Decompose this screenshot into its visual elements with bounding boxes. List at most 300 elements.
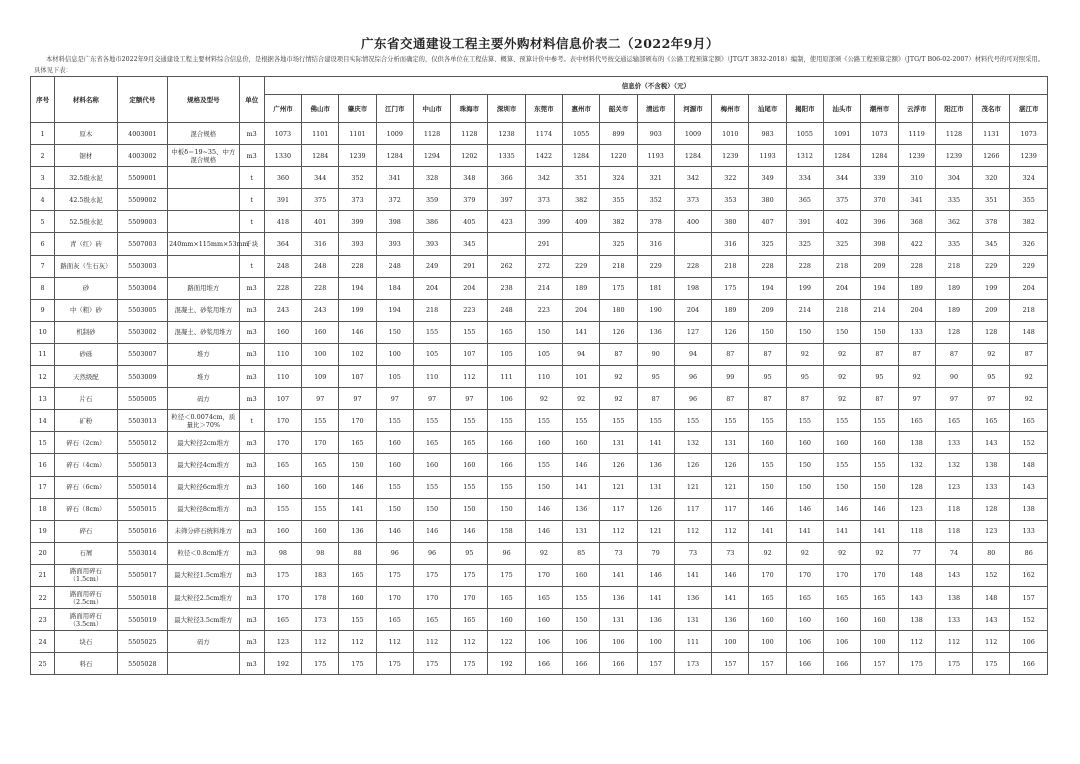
material-name-cell: 路面用碎石（1.5cm）: [55, 564, 117, 586]
price-cell: 106: [563, 631, 600, 653]
price-table: [30, 76, 1048, 675]
spec-cell: [168, 255, 240, 277]
price-cell: 243: [264, 299, 301, 321]
unit-cell: 千块: [239, 233, 264, 255]
price-cell: 204: [1010, 277, 1048, 299]
spec-cell: [168, 167, 240, 189]
price-cell: 85: [563, 542, 600, 564]
city-header: 佛山市: [302, 95, 339, 123]
price-cell: 351: [973, 189, 1010, 211]
price-cell: 106: [488, 388, 525, 410]
price-cell: 141: [563, 476, 600, 498]
price-cell: 175: [600, 277, 637, 299]
price-cell: 121: [637, 520, 674, 542]
seq-cell: 21: [31, 564, 55, 586]
price-cell: 262: [488, 255, 525, 277]
price-cell: 165: [339, 564, 376, 586]
spec-cell: 码方: [168, 388, 240, 410]
price-cell: 166: [824, 653, 861, 675]
price-cell: 170: [861, 564, 898, 586]
price-cell: 155: [376, 410, 413, 432]
header-seq: 序号: [31, 77, 55, 123]
seq-cell: 14: [31, 410, 55, 432]
price-cell: 398: [861, 233, 898, 255]
price-cell: 160: [861, 609, 898, 631]
price-cell: 123: [264, 631, 301, 653]
price-cell: 100: [302, 343, 339, 365]
unit-cell: m3: [239, 498, 264, 520]
price-cell: 138: [1010, 498, 1048, 520]
quota-code-cell: 5503013: [117, 410, 167, 432]
table-row: [31, 211, 1048, 233]
material-name-cell: 32.5级水泥: [55, 167, 117, 189]
price-cell: 117: [674, 498, 711, 520]
price-cell: 100: [376, 343, 413, 365]
price-cell: 136: [712, 609, 749, 631]
price-cell: 150: [786, 321, 823, 343]
price-cell: 131: [600, 609, 637, 631]
price-cell: 133: [935, 432, 972, 454]
price-cell: 165: [376, 609, 413, 631]
price-cell: 175: [339, 653, 376, 675]
price-cell: 112: [712, 520, 749, 542]
price-cell: 304: [935, 167, 972, 189]
price-cell: 165: [973, 410, 1010, 432]
price-cell: 155: [302, 498, 339, 520]
price-cell: 328: [413, 167, 450, 189]
price-cell: 407: [749, 211, 786, 233]
price-cell: 175: [488, 564, 525, 586]
spec-cell: 混合规格: [168, 123, 240, 145]
price-cell: 146: [749, 498, 786, 520]
price-cell: 228: [339, 255, 376, 277]
price-cell: 1239: [339, 145, 376, 167]
city-header: 韶关市: [600, 95, 637, 123]
price-cell: 321: [637, 167, 674, 189]
price-cell: 184: [376, 277, 413, 299]
price-cell: 155: [861, 410, 898, 432]
price-cell: 80: [973, 542, 1010, 564]
price-cell: 248: [488, 299, 525, 321]
price-cell: 88: [339, 542, 376, 564]
seq-cell: 2: [31, 145, 55, 167]
price-cell: 160: [302, 476, 339, 498]
price-cell: 150: [339, 454, 376, 476]
seq-cell: 17: [31, 476, 55, 498]
price-cell: 155: [413, 410, 450, 432]
header-unit: 单位: [239, 77, 264, 123]
seq-cell: 12: [31, 366, 55, 388]
price-cell: [563, 233, 600, 255]
price-cell: 165: [525, 586, 562, 608]
price-cell: 155: [525, 454, 562, 476]
unit-cell: m3: [239, 476, 264, 498]
price-cell: 90: [935, 366, 972, 388]
price-cell: 110: [413, 366, 450, 388]
price-cell: 402: [824, 211, 861, 233]
price-cell: 92: [1010, 388, 1048, 410]
price-cell: 155: [451, 321, 488, 343]
price-cell: 291: [525, 233, 562, 255]
price-cell: 86: [1010, 542, 1048, 564]
price-cell: 141: [600, 564, 637, 586]
price-cell: 136: [339, 520, 376, 542]
price-cell: 165: [488, 586, 525, 608]
price-cell: 189: [935, 277, 972, 299]
price-cell: 194: [749, 277, 786, 299]
seq-cell: 25: [31, 653, 55, 675]
material-name-cell: 石屑: [55, 542, 117, 564]
quota-code-cell: 5503014: [117, 542, 167, 564]
unit-cell: m3: [239, 123, 264, 145]
price-cell: 96: [674, 366, 711, 388]
price-cell: 112: [376, 631, 413, 653]
price-cell: 393: [413, 233, 450, 255]
city-header: 河源市: [674, 95, 711, 123]
price-cell: 175: [413, 564, 450, 586]
price-cell: 155: [488, 476, 525, 498]
material-name-cell: 中（粗）砂: [55, 299, 117, 321]
price-cell: 92: [786, 542, 823, 564]
price-cell: 1239: [898, 145, 935, 167]
price-cell: 1055: [786, 123, 823, 145]
price-cell: 141: [861, 520, 898, 542]
price-cell: 155: [563, 586, 600, 608]
price-cell: 903: [637, 123, 674, 145]
unit-cell: m3: [239, 542, 264, 564]
price-cell: 339: [861, 167, 898, 189]
price-cell: 155: [451, 476, 488, 498]
price-cell: 189: [898, 277, 935, 299]
price-cell: 218: [935, 255, 972, 277]
price-cell: 192: [488, 653, 525, 675]
price-cell: [488, 233, 525, 255]
price-cell: 141: [637, 432, 674, 454]
table-row: [31, 255, 1048, 277]
price-cell: 1312: [786, 145, 823, 167]
price-cell: 97: [339, 388, 376, 410]
price-cell: 355: [600, 189, 637, 211]
price-cell: 155: [824, 454, 861, 476]
price-cell: 204: [451, 277, 488, 299]
price-cell: 214: [861, 299, 898, 321]
price-cell: 192: [264, 653, 301, 675]
price-cell: 146: [376, 520, 413, 542]
price-cell: 160: [563, 564, 600, 586]
seq-cell: 15: [31, 432, 55, 454]
price-cell: 122: [488, 631, 525, 653]
price-cell: 342: [525, 167, 562, 189]
price-cell: 136: [637, 609, 674, 631]
price-cell: 1422: [525, 145, 562, 167]
spec-cell: [168, 653, 240, 675]
price-cell: 1128: [413, 123, 450, 145]
unit-cell: m3: [239, 520, 264, 542]
price-cell: 341: [898, 189, 935, 211]
table-row: [31, 631, 1048, 653]
price-cell: 378: [973, 211, 1010, 233]
price-cell: 95: [451, 542, 488, 564]
price-cell: 1193: [749, 145, 786, 167]
seq-cell: 3: [31, 167, 55, 189]
price-cell: 95: [786, 366, 823, 388]
quota-code-cell: 5507003: [117, 233, 167, 255]
price-cell: 155: [413, 321, 450, 343]
price-cell: 1073: [264, 123, 301, 145]
spec-cell: [168, 211, 240, 233]
price-cell: 155: [600, 410, 637, 432]
table-row: [31, 388, 1048, 410]
price-cell: 98: [264, 542, 301, 564]
price-cell: 160: [749, 432, 786, 454]
city-header: 茂名市: [973, 95, 1010, 123]
price-cell: 1009: [376, 123, 413, 145]
price-cell: 399: [339, 211, 376, 233]
price-cell: 133: [935, 609, 972, 631]
price-cell: 170: [302, 432, 339, 454]
price-cell: 141: [339, 498, 376, 520]
price-cell: 1335: [488, 145, 525, 167]
price-cell: 391: [786, 211, 823, 233]
price-cell: 1119: [898, 123, 935, 145]
price-cell: 150: [376, 498, 413, 520]
spec-cell: 码方: [168, 631, 240, 653]
spec-cell: 最大粒径8cm堆方: [168, 498, 240, 520]
price-cell: 166: [488, 454, 525, 476]
unit-cell: m3: [239, 277, 264, 299]
material-name-cell: 砂: [55, 277, 117, 299]
price-cell: 150: [525, 321, 562, 343]
header-code: 定额代号: [117, 77, 167, 123]
price-cell: 96: [376, 542, 413, 564]
price-cell: 146: [339, 321, 376, 343]
price-cell: 157: [637, 653, 674, 675]
price-cell: 157: [712, 653, 749, 675]
price-cell: 110: [264, 366, 301, 388]
table-row: [31, 277, 1048, 299]
city-header: 云浮市: [898, 95, 935, 123]
seq-cell: 24: [31, 631, 55, 653]
spec-cell: 最大粒径4cm堆方: [168, 454, 240, 476]
price-cell: 165: [488, 321, 525, 343]
price-cell: 1101: [339, 123, 376, 145]
price-cell: 1284: [674, 145, 711, 167]
price-cell: 155: [376, 476, 413, 498]
price-cell: 372: [376, 189, 413, 211]
price-cell: 150: [488, 498, 525, 520]
price-cell: 335: [935, 189, 972, 211]
price-cell: 249: [413, 255, 450, 277]
price-cell: 92: [973, 343, 1010, 365]
price-cell: 155: [413, 476, 450, 498]
price-cell: 95: [637, 366, 674, 388]
price-cell: 373: [525, 189, 562, 211]
price-cell: 218: [413, 299, 450, 321]
price-cell: 123: [898, 498, 935, 520]
price-cell: 150: [525, 476, 562, 498]
price-cell: 166: [563, 653, 600, 675]
price-cell: 1330: [264, 145, 301, 167]
price-cell: 1131: [973, 123, 1010, 145]
price-cell: 272: [525, 255, 562, 277]
price-cell: 180: [600, 299, 637, 321]
price-cell: 209: [749, 299, 786, 321]
material-name-cell: 42.5级水泥: [55, 189, 117, 211]
price-cell: 87: [861, 388, 898, 410]
city-header: 惠州市: [563, 95, 600, 123]
price-cell: 344: [302, 167, 339, 189]
price-cell: 160: [861, 432, 898, 454]
price-cell: 1073: [1010, 123, 1048, 145]
price-cell: 352: [637, 189, 674, 211]
price-cell: 97: [973, 388, 1010, 410]
spec-cell: 中板δ＝19~35、中方混合规格: [168, 145, 240, 167]
price-cell: 138: [935, 586, 972, 608]
price-cell: 73: [600, 542, 637, 564]
price-cell: 121: [712, 476, 749, 498]
material-name-cell: 片石: [55, 388, 117, 410]
city-header: 广州市: [264, 95, 301, 123]
price-cell: 324: [1010, 167, 1048, 189]
price-cell: 160: [525, 432, 562, 454]
price-cell: 107: [264, 388, 301, 410]
price-cell: 386: [413, 211, 450, 233]
price-cell: 95: [973, 366, 1010, 388]
price-cell: 146: [824, 498, 861, 520]
price-cell: 1055: [563, 123, 600, 145]
price-cell: 141: [563, 321, 600, 343]
price-cell: 131: [674, 609, 711, 631]
price-cell: 131: [712, 432, 749, 454]
price-cell: 899: [600, 123, 637, 145]
price-cell: 165: [1010, 410, 1048, 432]
price-cell: 95: [749, 366, 786, 388]
price-cell: 128: [973, 498, 1010, 520]
unit-cell: t: [239, 211, 264, 233]
price-cell: 218: [824, 255, 861, 277]
table-row: [31, 410, 1048, 432]
table-row: [31, 189, 1048, 211]
price-cell: 111: [488, 366, 525, 388]
quota-code-cell: 5509002: [117, 189, 167, 211]
price-cell: 121: [600, 476, 637, 498]
city-header: 汕头市: [824, 95, 861, 123]
price-cell: 228: [302, 277, 339, 299]
material-name-cell: 路面用碎石（2.5cm）: [55, 586, 117, 608]
price-cell: 170: [264, 586, 301, 608]
price-cell: 109: [302, 366, 339, 388]
price-cell: 175: [376, 653, 413, 675]
price-cell: 375: [824, 189, 861, 211]
price-cell: 106: [1010, 631, 1048, 653]
price-cell: 160: [264, 476, 301, 498]
quota-code-cell: 5503009: [117, 366, 167, 388]
price-cell: 199: [973, 277, 1010, 299]
price-cell: 146: [339, 476, 376, 498]
quota-code-cell: 5505014: [117, 476, 167, 498]
price-cell: 348: [451, 167, 488, 189]
price-cell: 173: [674, 653, 711, 675]
price-cell: 150: [786, 476, 823, 498]
price-cell: 92: [824, 388, 861, 410]
price-cell: 160: [376, 432, 413, 454]
price-cell: 141: [637, 586, 674, 608]
price-cell: 165: [935, 410, 972, 432]
unit-cell: m3: [239, 653, 264, 675]
price-cell: [674, 233, 711, 255]
header-spec: 规格及型号: [168, 77, 240, 123]
price-cell: 118: [935, 498, 972, 520]
city-header: 肇庆市: [339, 95, 376, 123]
price-cell: 165: [451, 432, 488, 454]
price-cell: 218: [824, 299, 861, 321]
price-cell: 146: [525, 498, 562, 520]
price-cell: 160: [786, 609, 823, 631]
price-cell: 126: [712, 321, 749, 343]
table-row: [31, 454, 1048, 476]
price-cell: 92: [861, 542, 898, 564]
price-cell: 223: [525, 299, 562, 321]
price-cell: 126: [637, 498, 674, 520]
price-cell: 160: [264, 321, 301, 343]
price-cell: 382: [563, 189, 600, 211]
price-cell: 155: [563, 410, 600, 432]
price-cell: 141: [824, 520, 861, 542]
price-cell: 165: [413, 432, 450, 454]
table-row: [31, 653, 1048, 675]
quota-code-cell: 5503003: [117, 255, 167, 277]
price-cell: 401: [302, 211, 339, 233]
table-row: [31, 498, 1048, 520]
price-cell: 92: [749, 542, 786, 564]
price-cell: 325: [824, 233, 861, 255]
price-cell: 126: [674, 454, 711, 476]
price-cell: 111: [674, 631, 711, 653]
price-cell: 204: [824, 277, 861, 299]
seq-cell: 5: [31, 211, 55, 233]
price-cell: 87: [786, 388, 823, 410]
table-row: [31, 145, 1048, 167]
table-row: [31, 167, 1048, 189]
price-cell: 97: [302, 388, 339, 410]
quota-code-cell: 5505019: [117, 609, 167, 631]
price-cell: 95: [861, 366, 898, 388]
price-cell: 157: [861, 653, 898, 675]
price-cell: 105: [488, 343, 525, 365]
price-cell: 175: [898, 653, 935, 675]
price-cell: 364: [264, 233, 301, 255]
price-cell: 87: [600, 343, 637, 365]
material-name-cell: 天然级配: [55, 366, 117, 388]
price-cell: 248: [302, 255, 339, 277]
city-header: 潮州市: [861, 95, 898, 123]
price-cell: 136: [637, 454, 674, 476]
price-cell: 175: [264, 564, 301, 586]
price-cell: 73: [674, 542, 711, 564]
price-cell: 94: [563, 343, 600, 365]
price-cell: 155: [339, 609, 376, 631]
price-cell: 132: [935, 454, 972, 476]
price-cell: 1220: [600, 145, 637, 167]
price-cell: 382: [1010, 211, 1048, 233]
price-cell: 228: [786, 255, 823, 277]
price-cell: 322: [712, 167, 749, 189]
price-cell: 148: [898, 564, 935, 586]
price-cell: 87: [749, 388, 786, 410]
unit-cell: m3: [239, 343, 264, 365]
price-cell: 150: [861, 321, 898, 343]
price-cell: 138: [973, 454, 1010, 476]
